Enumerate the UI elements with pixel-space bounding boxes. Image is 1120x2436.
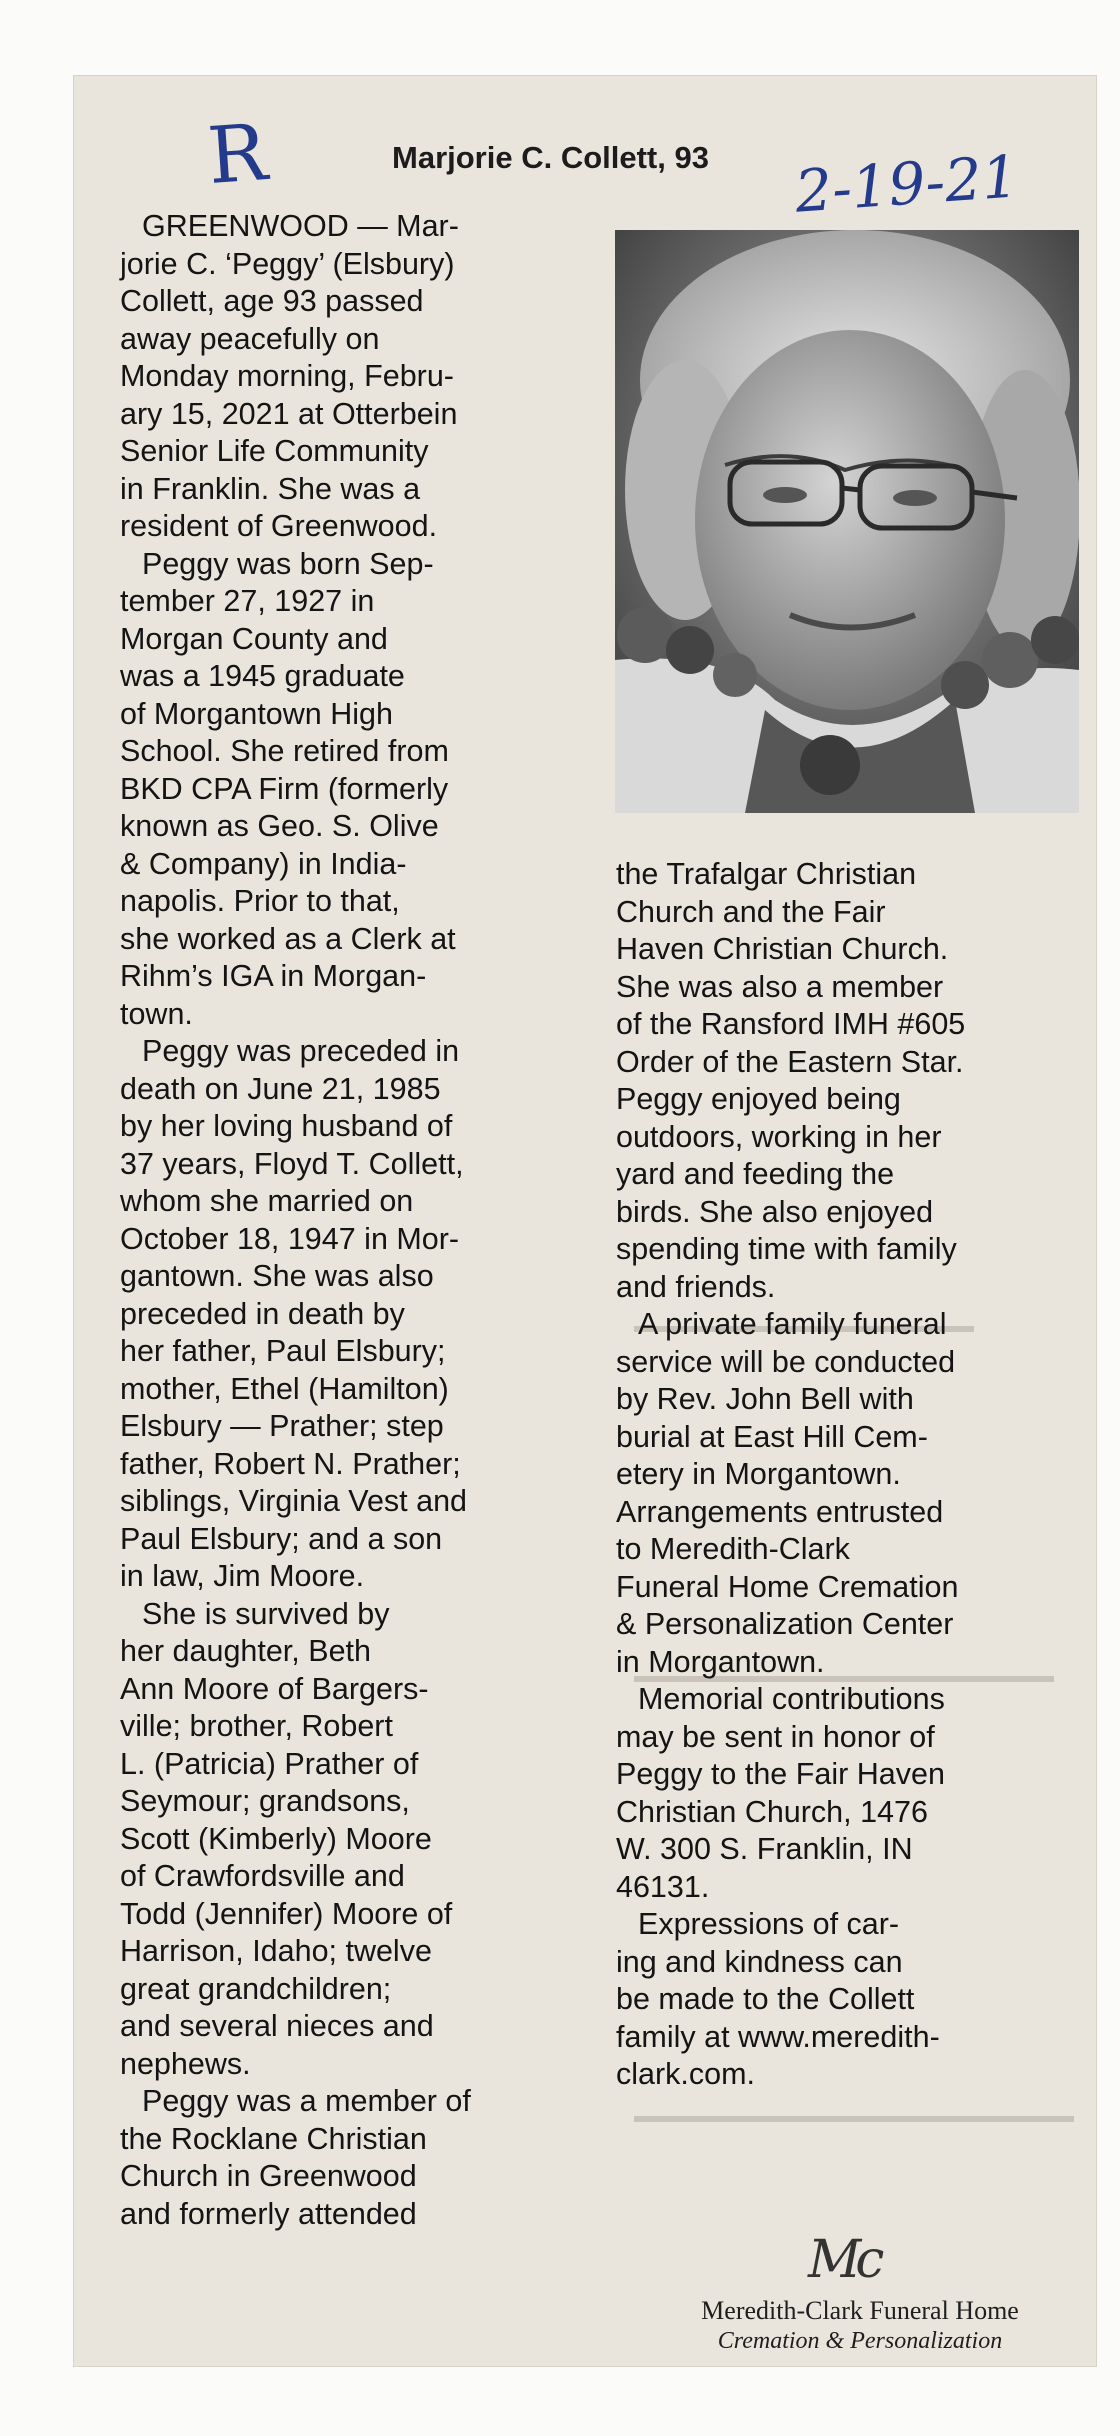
text-line: gantown. She was also — [120, 1259, 434, 1293]
text-line: and friends. — [616, 1269, 776, 1304]
text-line: Paul Elsbury; and a son — [120, 1521, 443, 1556]
text-line: she worked as a Clerk at — [120, 921, 456, 956]
text-line: yard and feeding the — [616, 1157, 895, 1191]
text-line: service will be conducted — [616, 1344, 956, 1379]
text-line: burial at East Hill Cem- — [616, 1419, 928, 1454]
text-line: Funeral Home Cremation — [616, 1569, 959, 1604]
text-line: Peggy was born Sep- — [142, 546, 434, 581]
text-line: known as Geo. S. Olive — [120, 809, 439, 843]
text-line: outdoors, working in her — [616, 1119, 942, 1154]
text-line: Haven Christian Church. — [616, 932, 949, 966]
paragraph — [616, 1681, 1086, 1906]
text-line: Order of the Eastern Star. — [616, 1044, 964, 1079]
text-line: in Morgantown. — [616, 1644, 825, 1679]
logo-monogram: Mc — [808, 2230, 879, 2290]
text-line: Senior Life Community — [120, 434, 429, 468]
text-line: She is survived by — [142, 1596, 390, 1631]
text-line: Todd (Jennifer) Moore of — [120, 1896, 453, 1931]
text-line: ville; brother, Robert — [120, 1709, 393, 1743]
portrait-photo — [615, 230, 1079, 813]
text-line: 37 years, Floyd T. Collett, — [120, 1146, 464, 1181]
text-line: Seymour; grandsons, — [120, 1784, 410, 1818]
text-line: town. — [120, 996, 193, 1031]
text-line: away peacefully on — [120, 321, 380, 356]
text-line: L. (Patricia) Prather of — [120, 1746, 419, 1781]
text-line: of Crawfordsville and — [120, 1859, 405, 1893]
text-line: 46131. — [616, 1869, 710, 1904]
paragraph — [616, 1906, 1086, 2094]
text-line: She was also a member — [616, 969, 944, 1004]
text-line: October 18, 1947 in Mor- — [120, 1221, 460, 1256]
text-line: GREENWOOD — Mar- — [142, 209, 459, 243]
paragraph — [616, 1306, 1086, 1681]
text-line: Ann Moore of Bargers- — [120, 1671, 429, 1706]
text-line: family at www.meredith- — [616, 2019, 940, 2054]
text-line: Christian Church, 1476 — [616, 1794, 928, 1829]
text-line: death on June 21, 1985 — [120, 1071, 441, 1106]
handwritten-initial: R — [204, 108, 270, 202]
text-line: was a 1945 graduate — [120, 659, 405, 693]
text-line: Morgan County and — [120, 621, 388, 656]
text-line: Scott (Kimberly) Moore — [120, 1821, 432, 1856]
text-line: and several nieces and — [120, 2009, 434, 2043]
logo-tagline: Cremation & Personalization — [717, 2328, 1003, 2354]
paragraph — [120, 208, 600, 546]
text-line: the Trafalgar Christian — [616, 857, 917, 891]
text-line: the Rocklane Christian — [120, 2121, 427, 2156]
paragraph — [120, 546, 600, 1034]
text-line: whom she married on — [120, 1184, 414, 1218]
text-line: and formerly attended — [120, 2196, 417, 2231]
text-line: her daughter, Beth — [120, 1634, 371, 1668]
text-line: in Franklin. She was a — [120, 471, 421, 506]
obituary-column-1 — [120, 208, 600, 2233]
text-line: be made to the Collett — [616, 1982, 915, 2016]
handwritten-date: 2-19-21 — [792, 142, 1021, 226]
text-line: may be sent in honor of — [616, 1719, 935, 1754]
funeral-home-logo — [630, 2230, 1090, 2360]
text-line: Peggy was a member of — [142, 2084, 471, 2118]
text-line: Peggy enjoyed being — [616, 1082, 901, 1116]
text-line: of Morgantown High — [120, 696, 393, 731]
text-line: W. 300 S. Franklin, IN — [616, 1832, 913, 1866]
text-line: great grandchildren; — [120, 1971, 392, 2006]
text-line: spending time with family — [616, 1232, 957, 1266]
paragraph — [120, 2083, 600, 2233]
text-line: Peggy to the Fair Haven — [616, 1757, 945, 1791]
text-line: birds. She also enjoyed — [616, 1194, 934, 1229]
logo-name: Meredith-Clark Funeral Home — [701, 2296, 1019, 2325]
text-line: Harrison, Idaho; twelve — [120, 1934, 432, 1968]
text-line: preceded in death by — [120, 1296, 405, 1331]
obituary-column-2 — [616, 856, 1086, 2094]
text-line: Church in Greenwood — [120, 2159, 417, 2193]
text-line: ary 15, 2021 at Otterbein — [120, 396, 458, 431]
text-line: jorie C. ‘Peggy’ (Elsbury) — [120, 246, 455, 281]
text-line: Rihm’s IGA in Morgan- — [120, 959, 427, 993]
text-line: her father, Paul Elsbury; — [120, 1334, 446, 1368]
text-line: mother, Ethel (Hamilton) — [120, 1371, 449, 1406]
text-line: & Company) in India- — [120, 846, 407, 881]
text-line: Peggy was preceded in — [142, 1034, 460, 1068]
text-line: Church and the Fair — [616, 894, 886, 929]
text-line: Expressions of car- — [638, 1907, 900, 1941]
text-line: nephews. — [120, 2046, 251, 2081]
text-line: Memorial contributions — [638, 1682, 945, 1716]
text-line: Arrangements entrusted — [616, 1494, 944, 1529]
text-line: to Meredith-Clark — [616, 1532, 850, 1566]
text-line: father, Robert N. Prather; — [120, 1446, 461, 1481]
text-line: etery in Morgantown. — [616, 1457, 901, 1491]
text-line: by Rev. John Bell with — [616, 1382, 914, 1416]
text-line: by her loving husband of — [120, 1109, 453, 1143]
text-line: & Personalization Center — [616, 1607, 954, 1641]
text-line: Collett, age 93 passed — [120, 284, 424, 318]
paragraph — [616, 856, 1086, 1306]
text-line: Monday morning, Febru- — [120, 359, 454, 393]
text-line: BKD CPA Firm (formerly — [120, 771, 449, 806]
paragraph — [120, 1033, 600, 1596]
text-line: siblings, Virginia Vest and — [120, 1484, 468, 1518]
show-through-text — [634, 2116, 1074, 2122]
text-line: in law, Jim Moore. — [120, 1559, 365, 1593]
paragraph — [120, 1596, 600, 2084]
text-line: A private family funeral — [638, 1307, 947, 1341]
text-line: napolis. Prior to that, — [120, 884, 400, 918]
text-line: ing and kindness can — [616, 1944, 903, 1979]
text-line: of the Ransford IMH #605 — [616, 1007, 966, 1041]
text-line: resident of Greenwood. — [120, 509, 438, 543]
text-line: tember 27, 1927 in — [120, 584, 375, 618]
text-line: School. She retired from — [120, 734, 449, 768]
text-line: Elsbury — Prather; step — [120, 1409, 444, 1443]
obituary-headline: Marjorie C. Collett, 93 — [392, 140, 709, 175]
text-line: clark.com. — [616, 2057, 755, 2091]
